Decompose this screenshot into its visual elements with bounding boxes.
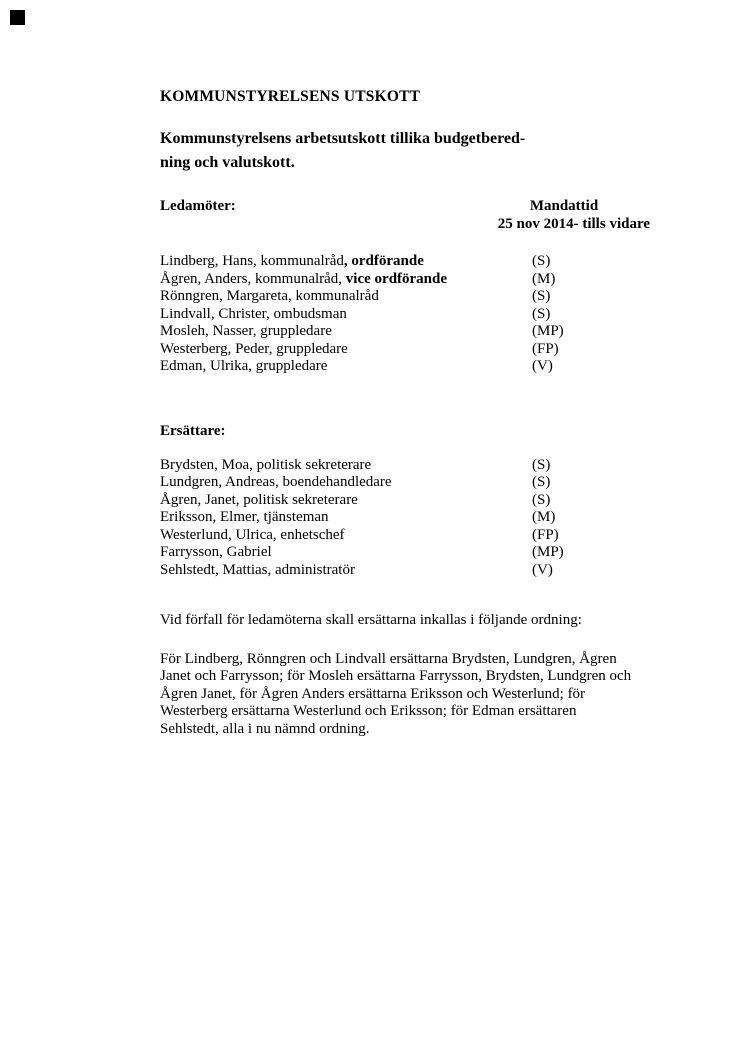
party-code: (FP) — [532, 340, 559, 357]
members-list — [160, 253, 650, 376]
party-code: (M) — [532, 509, 556, 525]
person-name: Lindvall, Christer, ombudsman — [160, 305, 347, 322]
order-detail-paragraph: För Lindberg, Rönngren och Lindvall ersättarna Brydsten, Lundgren, Ågren Janet och Farrysson; för Mosleh ersättarna Farrysson, Brydsten, Lundgren och Ågren Janet, för Ågren Anders ersättarna Eriksson och Westerlund; för Westerberg ersättarna Westerlund och Eriksson; för Edman ersättaren Sehlstedt, alla i nu nämnd ordning. — [160, 650, 632, 737]
member-row — [160, 358, 650, 376]
person-name: Eriksson, Elmer, tjänsteman — [160, 509, 329, 525]
substitute-row — [160, 492, 650, 510]
person-role-bold: vice ordförande — [345, 270, 448, 287]
document-title: KOMMUNSTYRELSENS UTSKOTT — [160, 88, 421, 105]
substitute-row — [160, 527, 650, 545]
mandate-period: 25 nov 2014- tills vidare — [497, 216, 650, 232]
member-row — [160, 306, 650, 324]
party-code: (S) — [532, 253, 551, 269]
member-row — [160, 288, 650, 306]
members-section-label: Ledamöter: — [160, 198, 236, 214]
member-row — [160, 253, 650, 271]
person-name: Farrysson, Gabriel — [160, 544, 272, 560]
party-code: (S) — [532, 288, 551, 304]
party-code: (S) — [532, 305, 551, 322]
document-subtitle-line2: ning och valutskott. — [160, 154, 295, 171]
party-code: (S) — [532, 474, 551, 490]
person-name: Mosleh, Nasser, gruppledare — [160, 323, 332, 339]
person-name: Westerlund, Ulrica, enhetschef — [160, 526, 345, 543]
member-row — [160, 341, 650, 359]
substitutes-list — [160, 457, 650, 580]
party-code: (V) — [532, 561, 553, 578]
person-name: Edman, Ulrika, gruppledare — [160, 358, 328, 374]
substitute-row — [160, 457, 650, 475]
document-subtitle — [160, 127, 650, 175]
party-code: (S) — [532, 456, 551, 473]
person-name: Rönngren, Margareta, kommunalråd — [160, 288, 379, 304]
mandate-label: Mandattid — [529, 198, 599, 214]
substitute-row — [160, 474, 650, 492]
person-name: Westerberg, Peder, gruppledare — [160, 340, 348, 357]
party-code: (MP) — [532, 323, 564, 339]
party-code: (MP) — [532, 544, 564, 560]
person-name: Ågren, Anders, kommunalråd, vice ordförande — [160, 270, 448, 287]
person-name: Ågren, Janet, politisk sekreterare — [160, 491, 358, 508]
person-role-bold: , ordförande — [343, 253, 424, 269]
document-subtitle-line1: Kommunstyrelsens arbetsutskott tillika budgetbered- — [160, 130, 526, 147]
party-code: (M) — [532, 270, 556, 287]
person-name: Brydsten, Moa, politisk sekreterare — [160, 456, 372, 473]
substitute-row — [160, 509, 650, 527]
mandate-block — [478, 197, 650, 233]
page-corner-mark — [10, 10, 25, 25]
party-code: (S) — [532, 491, 551, 508]
person-name: Lundgren, Andreas, boendehandledare — [160, 474, 392, 490]
party-code: (FP) — [532, 526, 559, 543]
person-name: Sehlstedt, Mattias, administratör — [160, 561, 355, 578]
member-row — [160, 271, 650, 289]
substitute-row — [160, 544, 650, 562]
substitutes-section-label: Ersättare: — [160, 422, 226, 439]
party-code: (V) — [532, 358, 553, 374]
members-header-row — [160, 197, 650, 233]
order-intro-paragraph: Vid förfall för ledamöterna skall ersättarna inkallas i följande ordning: — [160, 612, 582, 628]
person-name: Lindberg, Hans, kommunalråd, ordförande — [160, 253, 424, 269]
substitute-row — [160, 562, 650, 580]
member-row — [160, 323, 650, 341]
